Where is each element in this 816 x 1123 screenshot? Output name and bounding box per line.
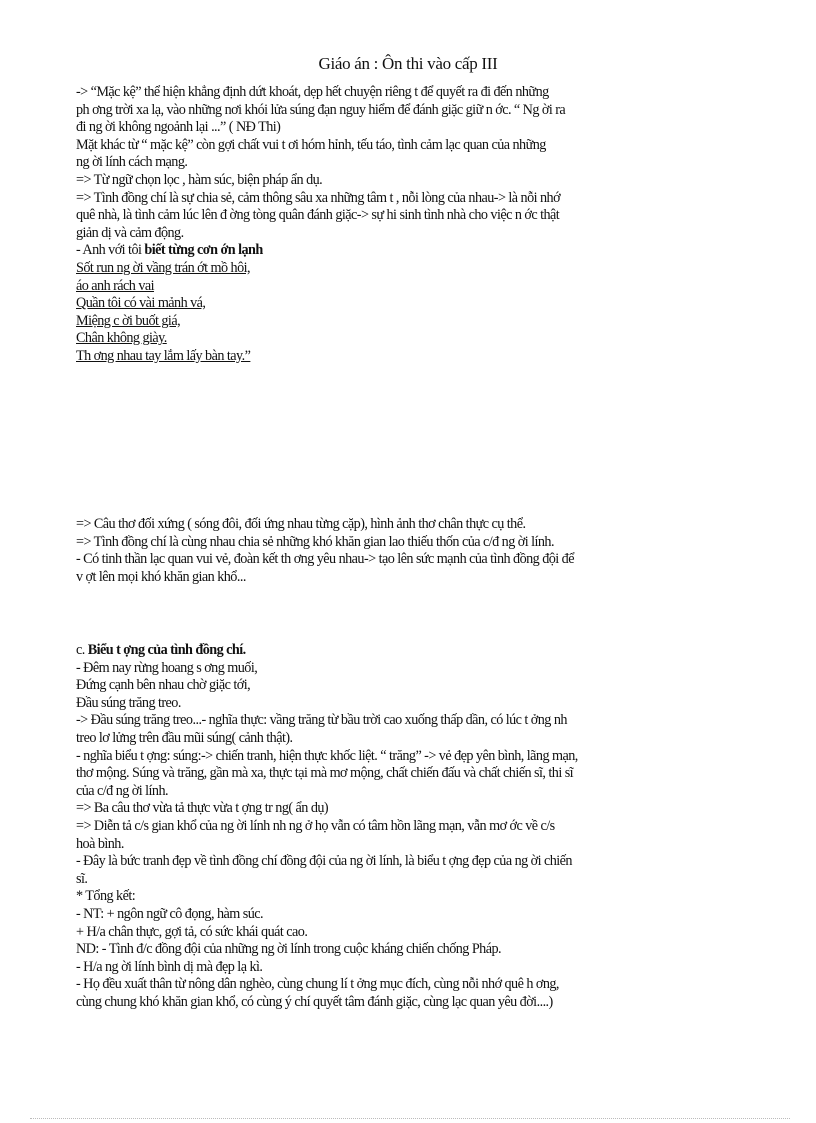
text-line: Đứng cạnh bên nhau chờ giặc tới, [76, 677, 251, 694]
analysis-block-1 [76, 84, 688, 366]
text-line: + H/a chân thực, gợi tả, có sức khái quát cao. [76, 923, 308, 940]
text-line: cùng chung khó khăn gian khổ, có cùng ý chí quyết tâm đánh giặc, cùng lạc quan yêu đời....) [76, 993, 553, 1010]
text-line: => Từ ngữ chọn lọc , hàm súc, biện pháp ẩn dụ. [76, 171, 323, 188]
anh-voi-toi-line [76, 242, 688, 260]
poem-line: Chân không giày. [76, 330, 167, 347]
text-line: giản dị và cảm động. [76, 224, 184, 241]
anh-prefix: - Anh với tôi [76, 242, 145, 259]
section-heading-c [76, 642, 688, 660]
text-line: -> “Mặc kệ” thể hiện khẳng định dứt khoát, dẹp hết chuyện riêng t để quyết ra đi đến những [76, 84, 549, 100]
text-line: đi ng ời không ngoảnh lại ...” ( NĐ Thi) [76, 119, 281, 136]
text-line: * Tổng kết: [76, 888, 136, 905]
heading-c-prefix: c. [76, 642, 88, 658]
text-line: - Họ đều xuất thân từ nông dân nghèo, cùng chung lí t ởng mục đích, cùng nỗi nhớ quê h ơng, [76, 976, 559, 993]
poem-line: Miệng c ời buốt giá, [76, 312, 181, 329]
text-line: => Tình đồng chí là cùng nhau chia sẻ những khó khăn gian lao thiếu thốn của c/đ ng ời lính. [76, 533, 554, 550]
poem-line: Th ơng nhau tay lắm lấy bàn tay.” [76, 347, 251, 364]
text-line: của c/đ ng ời lính. [76, 782, 169, 799]
text-line: - Đây là bức tranh đẹp về tình đồng chí đồng đội của ng ời lính, là biểu t ợng đẹp của ng ời chiến [76, 853, 572, 870]
analysis-block-3 [76, 642, 688, 1011]
text-line: => Diễn tả c/s gian khổ của ng ời lính nh ng ở họ vẫn có tâm hồn lãng mạn, vẫn mơ ớc về c/s [76, 817, 555, 834]
poem-line: áo anh rách vai [76, 277, 155, 294]
text-line: ph ơng trời xa lạ, vào những nơi khói lửa súng đạn nguy hiểm để đánh giặc giữ n ớc. “ Ng ời ra [76, 101, 566, 118]
text-line: quê nhà, là tình cảm lúc lên đ ờng tòng quân đánh giặc-> sự hi sinh tình nhà cho việc n ớc thật [76, 207, 560, 224]
poem-line: Quần tôi có vài mảnh vá, [76, 295, 206, 312]
page-bottom-divider [30, 1118, 790, 1119]
anh-bold: biết từng cơn ớn lạnh [144, 242, 263, 259]
page-title: Giáo án : Ôn thi vào cấp III [318, 54, 498, 73]
heading-c-bold: Biểu t ợng của tình đồng chí. [87, 642, 246, 658]
text-line: => Câu thơ đối xứng ( sóng đôi, đối ứng nhau từng cặp), hình ảnh thơ chân thực cụ thể. [76, 516, 526, 532]
text-line: treo lơ lửng trên đầu mũi súng( cảnh thật). [76, 729, 293, 746]
text-line: - NT: + ngôn ngữ cô đọng, hàm súc. [76, 905, 263, 922]
text-line: Mặt khác từ “ mặc kệ” còn gợi chất vui t ơi hóm hỉnh, tếu táo, tình cảm lạc quan của những [76, 136, 546, 153]
analysis-block-2 [76, 516, 688, 586]
text-line: ng ời lính cách mạng. [76, 154, 188, 171]
text-line: - Có tinh thần lạc quan vui vẻ, đoàn kết th ơng yêu nhau-> tạo lên sức mạnh của tình đồng đội để [76, 551, 574, 568]
text-line: ND: - Tình đ/c đồng đội của những ng ời lính trong cuộc kháng chiến chống Pháp. [76, 941, 502, 958]
text-line: sĩ. [76, 870, 88, 887]
poem-line: Sốt run ng ời vầng trán ớt mồ hôi, [76, 259, 251, 276]
text-line: hoà bình. [76, 835, 124, 852]
text-line: => Ba câu thơ vừa tả thực vừa t ợng tr ng( ẩn dụ) [76, 800, 329, 817]
text-line: - H/a ng ời lính bình dị mà đẹp lạ kì. [76, 958, 263, 975]
text-line: => Tình đồng chí là sự chia sẻ, cảm thông sâu xa những tâm t , nỗi lòng của nhau-> là nỗi nhớ [76, 189, 561, 206]
text-line: - nghĩa biểu t ợng: súng:-> chiến tranh, hiện thực khốc liệt. “ trăng” -> vẻ đẹp yên bình, lãng mạn, [76, 747, 578, 764]
text-line: -> Đầu súng trăng treo...- nghĩa thực: vầng trăng từ bầu trời cao xuống thấp dần, có lúc t ởng nh [76, 712, 567, 729]
text-line: Đầu súng trăng treo. [76, 694, 181, 711]
text-line: thơ mộng. Súng và trăng, gần mà xa, thực tại mà mơ mộng, chất chiến đấu và chất chiến sĩ, thi sĩ [76, 765, 574, 782]
text-line: v ợt lên mọi khó khăn gian khổ... [76, 568, 246, 585]
text-line: - Đêm nay rừng hoang s ơng muối, [76, 659, 258, 676]
